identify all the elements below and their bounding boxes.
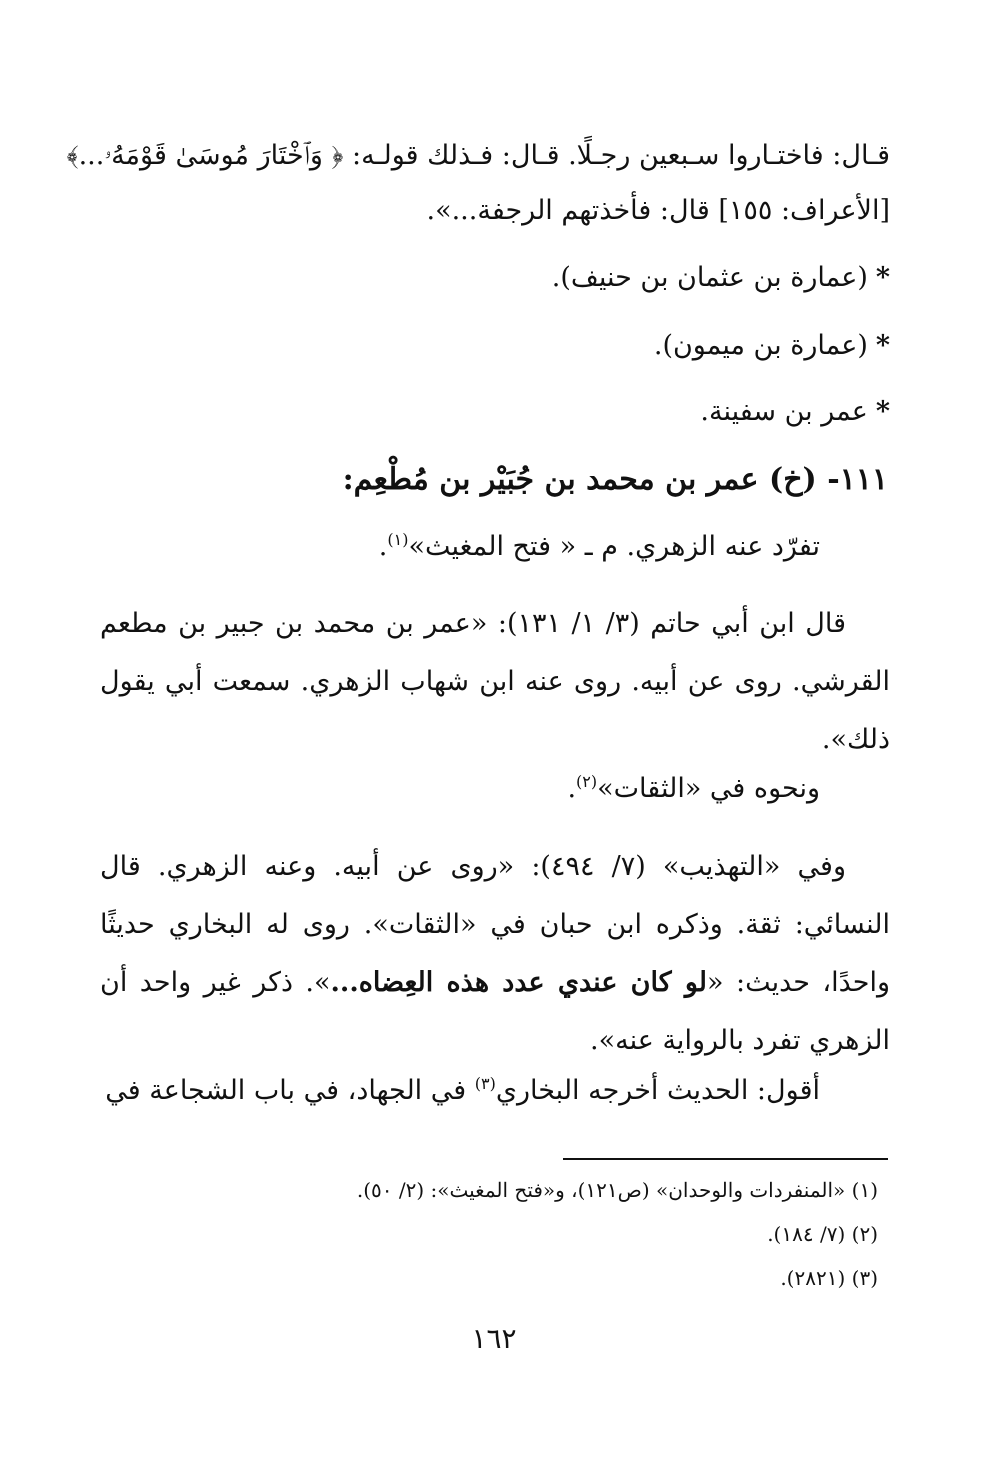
hadith-quote: لو كان عندي عدد هذه العِضاه... — [330, 967, 708, 998]
footnote-ref: (١) — [387, 530, 409, 549]
footnote-3: (٣) (٢٨٢١). — [780, 1266, 878, 1290]
list-item-text: (عمارة بن عثمان بن حنيف). — [551, 262, 868, 293]
tafarrud-line — [379, 530, 820, 562]
asterisk-icon: * — [875, 330, 890, 361]
footnote-divider — [563, 1158, 888, 1160]
tahdhib-text-end: ». ذكر غير واحد أن الزهري تفرد بالرواية عنه». — [100, 967, 890, 1056]
nahwuh-line — [567, 772, 820, 804]
aqul-text-end: في الجهاد، في باب الشجاعة في — [105, 1075, 475, 1106]
text-line-1: قـال: فاختـاروا سـبعين رجـلًا. قـال: فـذلك قولـه: ﴿ وَٱخْتَارَ مُوسَىٰ قَوْمَهُۥ...﴾ — [66, 140, 890, 171]
entry-heading: ١١١- (خ) عمر بن محمد بن جُبَيْر بن مُطْعِم: — [342, 462, 888, 497]
footnote-1: (١) «المنفردات والوحدان» (ص١٢١)، و«فتح المغيث»: (٢/ ٥٠). — [356, 1178, 878, 1202]
paragraph-ibn-abi-hatim: قال ابن أبي حاتم (٣/ ١/ ١٣١): «عمر بن محمد بن جبير بن مطعم القرشي. روى عن أبيه. روى عنه ابن شهاب الزهري. سمعت أبي يقول ذلك». — [100, 608, 890, 755]
aqul-line — [105, 1074, 820, 1106]
aqul-text-start: أقول: الحديث أخرجه البخاري — [495, 1075, 820, 1106]
list-item-text: (عمارة بن ميمون). — [653, 330, 868, 361]
tafarrud-text: تفرّد عنه الزهري. م ـ « فتح المغيث» — [408, 531, 820, 562]
asterisk-icon: * — [875, 396, 890, 427]
list-item — [654, 330, 890, 361]
page-number: ١٦٢ — [471, 1322, 517, 1355]
nahwuh-text: ونحوه في «الثقات» — [597, 773, 820, 804]
footnote-ref: (٢) — [576, 772, 598, 791]
list-item-text: عمر بن سفينة. — [700, 396, 868, 427]
footnote-ref: (٣) — [474, 1074, 496, 1093]
tahdhib-text-start: وفي «التهذيب» (٧/ ٤٩٤): «روى عن أبيه. وعنه الزهري. قال النسائي: ثقة. وذكره ابن حبان في «الثقات». روى له البخاري حديثًا واحدًا، حديث: « — [100, 851, 891, 998]
text-line-2: [الأعراف: ١٥٥] قال: فأخذتهم الرجفة...». — [426, 195, 890, 226]
list-item — [700, 396, 890, 427]
tafarrud-end: . — [378, 531, 388, 562]
asterisk-icon: * — [875, 262, 890, 293]
list-item — [552, 262, 890, 293]
nahwuh-end: . — [567, 773, 577, 804]
footnote-2: (٢) (٧/ ١٨٤). — [767, 1222, 878, 1246]
paragraph-tahdhib — [100, 838, 890, 1070]
